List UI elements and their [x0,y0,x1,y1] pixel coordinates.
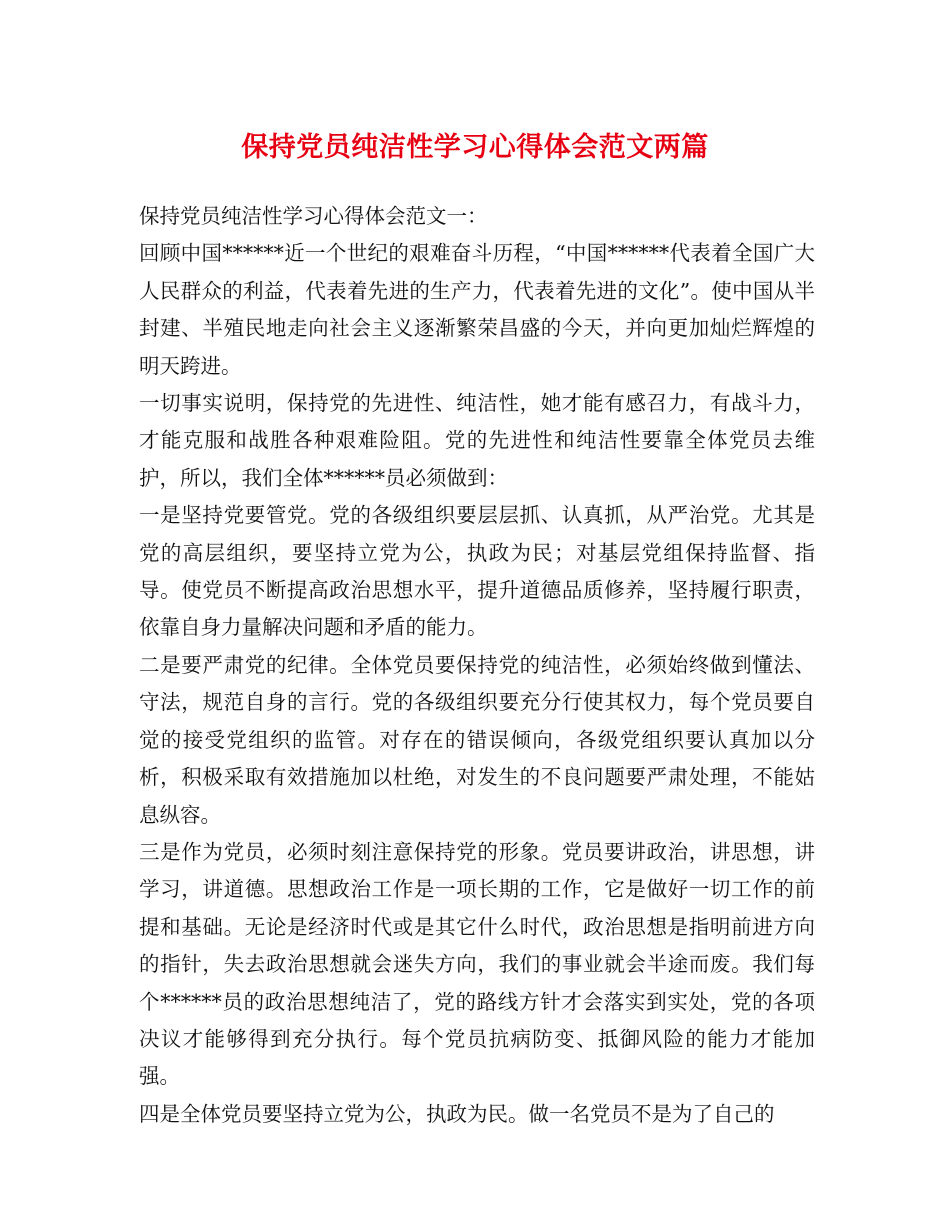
paragraph-point-one: 一是坚持党要管党。党的各级组织要层层抓、认真抓，从严治党。尤其是党的高层组织，要坚持立党为公，执政为民；对基层党组保持监督、指导。使党员不断提高政治思想水平，提升道德品质修养，坚持履行职责，依靠自身力量解决问题和矛盾的能力。 [139,503,815,640]
paragraph-history: 回顾中国******近一个世纪的艰难奋斗历程，“中国******代表着全国广大人民群众的利益，代表着先进的生产力，代表着先进的文化”。使中国从半封建、半殖民地走向社会主义逐渐繁荣昌盛的今天，并向更加灿烂辉煌的明天跨进。 [139,241,815,378]
paragraph-point-two: 二是要严肃党的纪律。全体党员要保持党的纯洁性，必须始终做到懂法、守法，规范自身的言行。党的各级组织要充分行使其权力，每个党员要自觉的接受党组织的监管。对存在的错误倾向，各级党组织要认真加以分析，积极采取有效措施加以杜绝，对发生的不良问题要严肃处理，不能姑息纵容。 [139,652,815,827]
paragraph-point-three: 三是作为党员，必须时刻注意保持党的形象。党员要讲政治，讲思想，讲学习，讲道德。思想政治工作是一项长期的工作，它是做好一切工作的前提和基础。无论是经济时代或是其它什么时代，政治思想是指明前进方向的指针，失去政治思想就会迷失方向，我们的事业就会半途而废。我们每个******员的政治思想纯洁了，党的路线方针才会落实到实处，党的各项决议才能够得到充分执行。每个党员抗病防变、抵御风险的能力才能加强。 [139,839,815,1089]
paragraph-facts: 一切事实说明，保持党的先进性、纯洁性，她才能有感召力，有战斗力，才能克服和战胜各种艰难险阻。党的先进性和纯洁性要靠全体党员去维护，所以，我们全体******员必须做到： [139,391,815,490]
paragraph-point-four: 四是全体党员要坚持立党为公，执政为民。做一名党员不是为了自己的 [139,1101,775,1126]
document-title: 保持党员纯洁性学习心得体会范文两篇 [241,132,709,163]
paragraph-intro: 保持党员纯洁性学习心得体会范文一： [139,204,488,228]
document-body [139,198,815,1133]
